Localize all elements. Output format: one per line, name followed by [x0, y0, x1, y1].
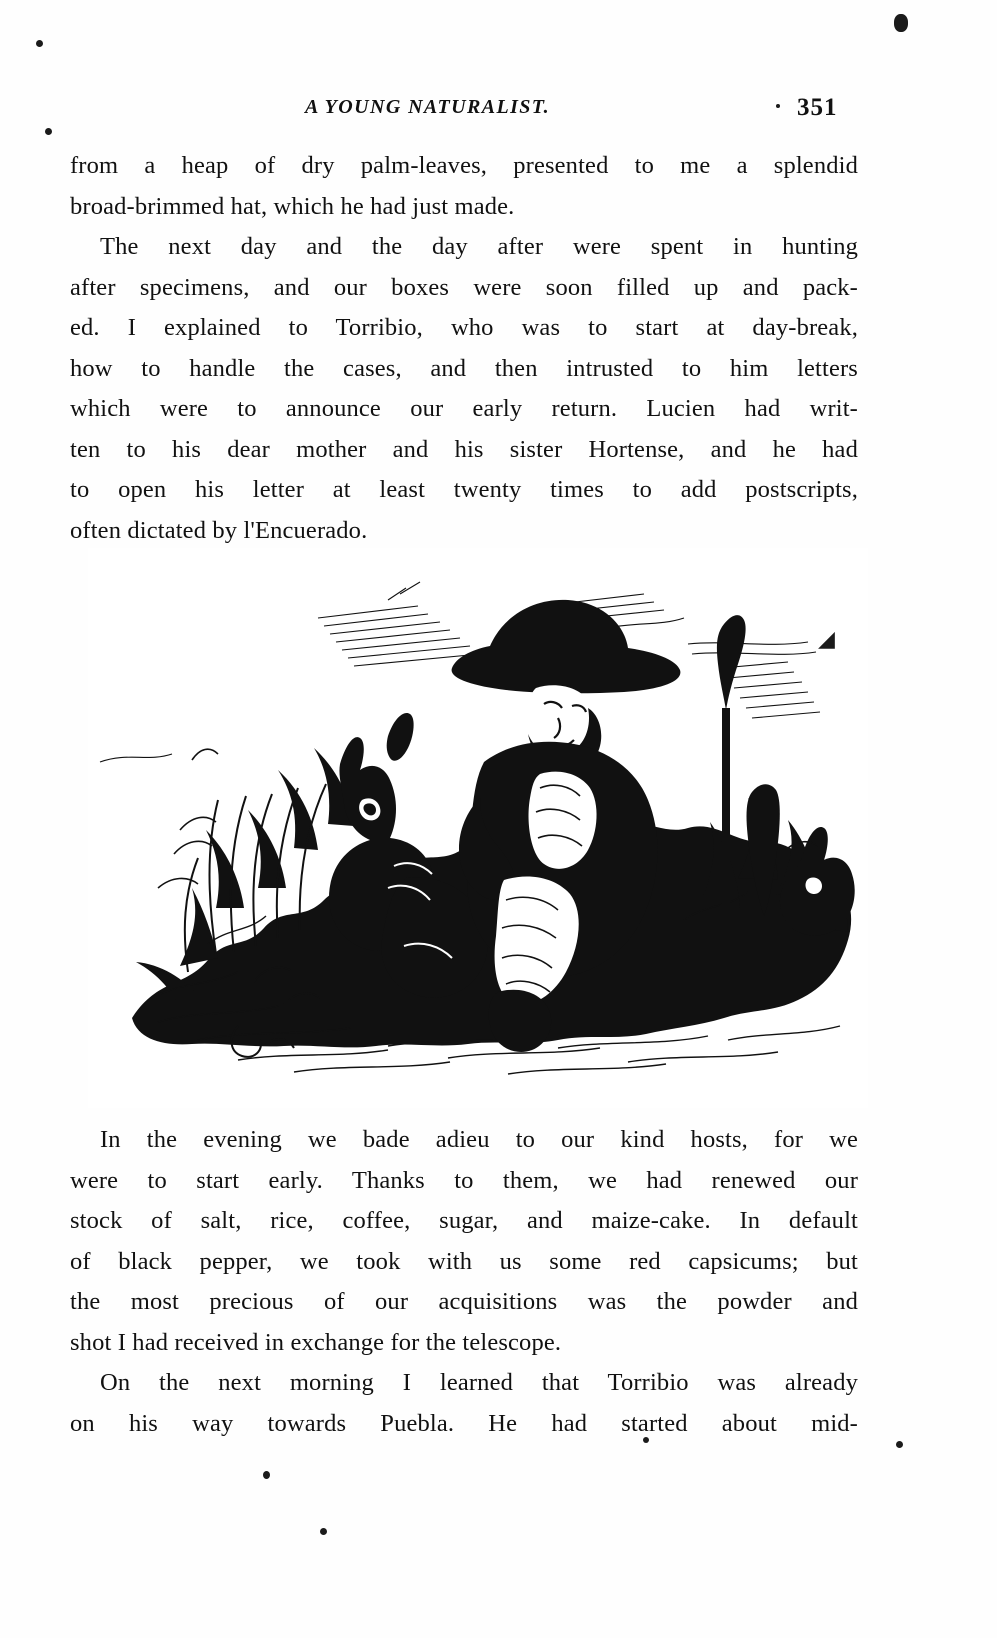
- running-head: [0, 96, 997, 126]
- scan-speck: [45, 128, 52, 135]
- text-line: shot I had received in exchange for the telescope.: [70, 1328, 562, 1356]
- text-line: the most precious of our acquisitions was the powder and: [70, 1288, 858, 1315]
- text-line: to open his letter at least twenty times to add postscripts,: [70, 476, 858, 503]
- running-head-dot: [776, 104, 780, 108]
- margin-ink-mark: ◢: [818, 626, 835, 651]
- text-line: after specimens, and our boxes were soon filled up and pack-: [70, 273, 858, 301]
- text-line: were to start early. Thanks to them, we had renewed our: [70, 1166, 858, 1194]
- page-number: 351: [797, 94, 838, 121]
- scan-speck: [896, 1441, 903, 1448]
- text-line: [70, 1363, 858, 1404]
- text-block-bottom: [70, 1120, 858, 1444]
- engraving-svg: [88, 548, 868, 1108]
- text-block-top: [70, 146, 858, 551]
- text-line-content: On the next morning I learned that Torribio was already: [100, 1369, 858, 1396]
- text-line: often dictated by l'Encuerado.: [70, 516, 368, 544]
- scan-speck: [36, 40, 43, 47]
- text-line: on his way towards Puebla. He had started about mid-: [70, 1409, 858, 1437]
- running-head-title: A YOUNG NATURALIST.: [305, 96, 550, 118]
- text-line: of black pepper, we took with us some red capsicums; but: [70, 1247, 858, 1275]
- scan-speck: [320, 1528, 327, 1535]
- text-line: stock of salt, rice, coffee, sugar, and maize-cake. In default: [70, 1207, 858, 1234]
- text-line: how to handle the cases, and then intrusted to him letters: [70, 354, 858, 382]
- paragraph: [70, 227, 858, 551]
- text-line: from a heap of dry palm-leaves, presented to me a splendid: [70, 152, 858, 179]
- paragraph: [70, 1120, 858, 1363]
- scan-speck: [894, 14, 908, 32]
- text-line: [70, 1120, 858, 1161]
- paragraph: [70, 1363, 858, 1444]
- text-line: ten to his dear mother and his sister Hortense, and he had: [70, 435, 858, 463]
- text-line-content: The next day and the day after were spent in hunting: [100, 233, 858, 260]
- text-line: [70, 227, 858, 268]
- text-line-content: In the evening we bade adieu to our kind hosts, for we: [100, 1126, 858, 1153]
- paragraph: [70, 146, 858, 227]
- text-line: broad-brimmed hat, which he had just made.: [70, 192, 515, 220]
- text-line: ed. I explained to Torribio, who was to start at day-break,: [70, 314, 858, 341]
- scan-speck: [263, 1471, 270, 1479]
- illustration-woodcut: [88, 548, 868, 1108]
- text-line: which were to announce our early return. Lucien had writ-: [70, 395, 858, 422]
